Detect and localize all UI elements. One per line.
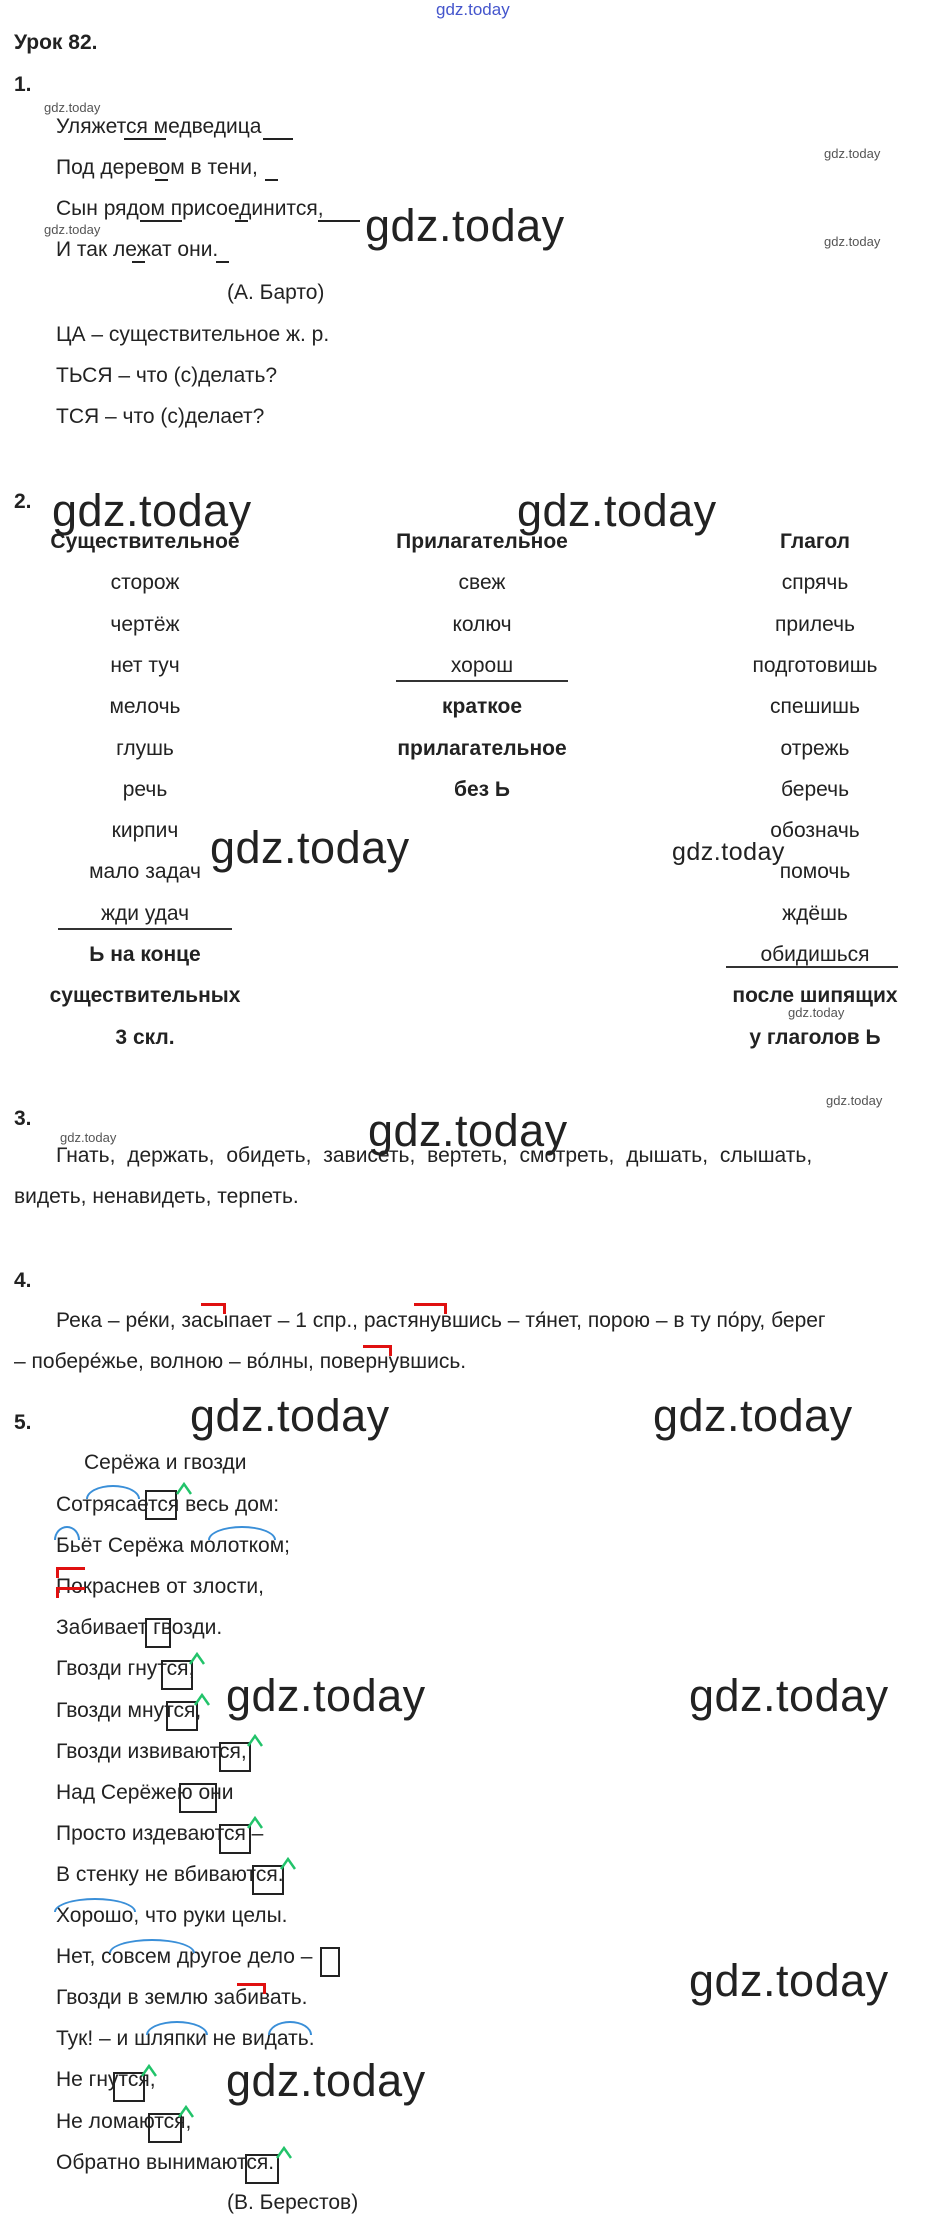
watermark: gdz.today xyxy=(689,1670,889,1721)
word-item: спешишь xyxy=(770,695,860,719)
task-number: 1. xyxy=(14,73,32,96)
watermark-small: gdz.today xyxy=(44,100,101,115)
prefix-arc xyxy=(109,1939,195,1953)
poem-line: И так лежат они. xyxy=(56,238,219,261)
task-number: 3. xyxy=(14,1107,32,1130)
watermark-small: gdz.today xyxy=(824,234,881,249)
suffix-mark xyxy=(201,1303,226,1314)
word-item: обозначь xyxy=(770,819,860,843)
rule-line: у глаголов Ь xyxy=(749,1025,881,1049)
prefix-arc xyxy=(54,1526,80,1540)
text-line: Гнать, держать, обидеть, зависеть, вертеть, смотреть, дышать, слышать, xyxy=(56,1144,813,1167)
poem-line: Не гнутся, xyxy=(56,2068,156,2092)
poem-author: (А. Барто) xyxy=(227,281,325,304)
page-title: Урок 82. xyxy=(14,31,98,54)
suffix-mark xyxy=(56,1567,85,1578)
poem-line: Обратно вынимаются. xyxy=(56,2150,275,2174)
rule-line: 3 скл. xyxy=(115,1025,175,1049)
note-line: ТСЯ – что (с)делает? xyxy=(56,405,265,428)
poem-line: Тук! – и шляпки не видать. xyxy=(56,2027,315,2051)
note-line: ЦА – существительное ж. р. xyxy=(56,323,330,346)
task-number: 5. xyxy=(14,1411,32,1434)
poem-line: Гвозди извиваются, xyxy=(56,1739,247,1763)
ending-box xyxy=(179,1783,217,1813)
poem-line: Не ломаются, xyxy=(56,2109,192,2133)
word-item: речь xyxy=(122,777,168,801)
prefix-arc xyxy=(54,1898,136,1912)
poem-line: Забивает гвозди. xyxy=(56,1616,223,1640)
word-item: сторож xyxy=(110,571,180,595)
underline xyxy=(140,220,182,222)
poem-author: (В. Берестов) xyxy=(227,2191,359,2214)
poem-line: Под деревом в тени, xyxy=(56,156,258,179)
column-header: Глагол xyxy=(780,530,850,553)
underline xyxy=(318,220,360,222)
rule-line: без Ь xyxy=(453,777,511,801)
word-item: отрежь xyxy=(780,736,850,760)
poem-line: Гвозди в землю забивать. xyxy=(56,1986,308,2010)
rule-line: прилагательное xyxy=(397,736,567,760)
watermark: gdz.today xyxy=(226,1670,426,1721)
poem-line: Бьёт Серёжа молотком; xyxy=(56,1534,290,1558)
word-item: колюч xyxy=(452,612,512,636)
word-item: мало задач xyxy=(89,860,201,884)
task-number: 4. xyxy=(14,1269,32,1292)
rule-line: Ь на конце xyxy=(89,943,201,966)
postfix-roof xyxy=(247,1732,263,1748)
column-header: Существительное xyxy=(50,530,240,553)
poem-title: Серёжа и гвозди xyxy=(84,1451,247,1474)
watermark: gdz.today xyxy=(653,1390,853,1441)
poem-line: Хорошо, что руки целы. xyxy=(56,1904,288,1927)
rule-line: краткое xyxy=(441,695,523,719)
underline xyxy=(235,220,248,222)
divider xyxy=(58,928,232,930)
watermark-top: gdz.today xyxy=(436,0,510,19)
poem-line: Сотрясается весь дом: xyxy=(56,1493,280,1516)
word-item: жди удач xyxy=(100,901,190,925)
suffix-mark xyxy=(56,1587,85,1598)
poem-line: В стенку не вбиваются. xyxy=(56,1862,284,1886)
postfix-roof xyxy=(194,1691,210,1707)
word-item: беречь xyxy=(780,777,850,801)
postfix-roof xyxy=(176,1480,192,1496)
divider xyxy=(396,680,568,682)
text-line: – побере́жье, волною – во́лны, повернувшись. xyxy=(14,1350,467,1373)
poem-line: Над Серёжею они xyxy=(56,1780,234,1804)
watermark: gdz.today xyxy=(52,485,252,536)
underline xyxy=(263,138,293,140)
rule-line: после шипящих xyxy=(732,984,898,1008)
poem-line: Просто издеваются – xyxy=(56,1821,264,1845)
watermark: gdz.today xyxy=(368,1105,568,1156)
suffix-mark xyxy=(237,1983,266,1994)
task-number: 2. xyxy=(14,490,32,513)
prefix-arc xyxy=(86,1485,140,1499)
text-line: Река – ре́ки, засыпает – 1 спр., растянувшись – тя́нет, порою – в ту по́ру, берег xyxy=(56,1309,826,1332)
prefix-arc xyxy=(208,1526,276,1540)
ending-box xyxy=(245,2154,279,2184)
watermark: gdz.today xyxy=(210,822,410,873)
poem-line: Покраснев от злости, xyxy=(56,1575,265,1599)
poem-line: Гвозди мнутся, xyxy=(56,1698,202,1722)
word-item: обидишься xyxy=(760,943,870,966)
watermark: gdz.today xyxy=(672,838,785,866)
word-item: глушь xyxy=(116,736,174,760)
watermark: gdz.today xyxy=(226,2055,426,2106)
prefix-arc xyxy=(268,2021,312,2035)
underline xyxy=(124,138,166,140)
word-item: хорош xyxy=(450,653,514,677)
postfix-roof xyxy=(280,1855,296,1871)
underline xyxy=(132,261,145,263)
watermark: gdz.today xyxy=(517,485,717,536)
suffix-mark xyxy=(363,1345,392,1356)
ending-box xyxy=(148,2113,182,2143)
watermark-small: gdz.today xyxy=(824,146,881,161)
ending-box xyxy=(145,1490,177,1520)
word-item: мелочь xyxy=(109,695,181,719)
postfix-roof xyxy=(247,1814,263,1830)
watermark-small: gdz.today xyxy=(44,222,101,237)
watermark: gdz.today xyxy=(365,200,565,251)
ending-box xyxy=(145,1618,171,1648)
underline xyxy=(155,179,168,181)
underline xyxy=(216,261,229,263)
postfix-roof xyxy=(276,2144,292,2160)
postfix-roof xyxy=(141,2062,157,2078)
word-item: помочь xyxy=(779,860,851,884)
text-line: видеть, ненавидеть, терпеть. xyxy=(14,1185,299,1208)
suffix-mark xyxy=(414,1303,447,1314)
ending-box xyxy=(320,1947,340,1977)
word-item: подготовишь xyxy=(752,653,878,677)
word-item: ждёшь xyxy=(782,901,848,925)
divider xyxy=(726,966,898,968)
poem-line: Гвозди гнутся, xyxy=(56,1657,195,1681)
underline xyxy=(265,179,278,181)
watermark: gdz.today xyxy=(190,1390,390,1441)
watermark-small: gdz.today xyxy=(826,1093,883,1108)
word-item: кирпич xyxy=(111,819,179,843)
watermark: gdz.today xyxy=(689,1955,889,2006)
note-line: ТЬСЯ – что (с)делать? xyxy=(56,364,278,387)
poem-line: Уляжется медведица xyxy=(56,115,262,138)
postfix-roof xyxy=(189,1650,205,1666)
postfix-roof xyxy=(178,2103,194,2119)
watermark-small: gdz.today xyxy=(788,1005,845,1020)
word-item: свеж xyxy=(458,571,506,595)
prefix-arc xyxy=(146,2021,208,2035)
poem-line: Сын рядом присоединится, xyxy=(56,197,324,220)
word-item: прилечь xyxy=(775,612,855,636)
poem-line: Нет, совсем другое дело – xyxy=(56,1945,313,1969)
word-item: нет туч xyxy=(110,653,180,677)
word-item: спрячь xyxy=(781,571,849,595)
word-item: чертёж xyxy=(110,612,180,636)
rule-line: существительных xyxy=(49,984,241,1008)
column-header: Прилагательное xyxy=(396,530,568,553)
watermark-small: gdz.today xyxy=(60,1130,117,1145)
